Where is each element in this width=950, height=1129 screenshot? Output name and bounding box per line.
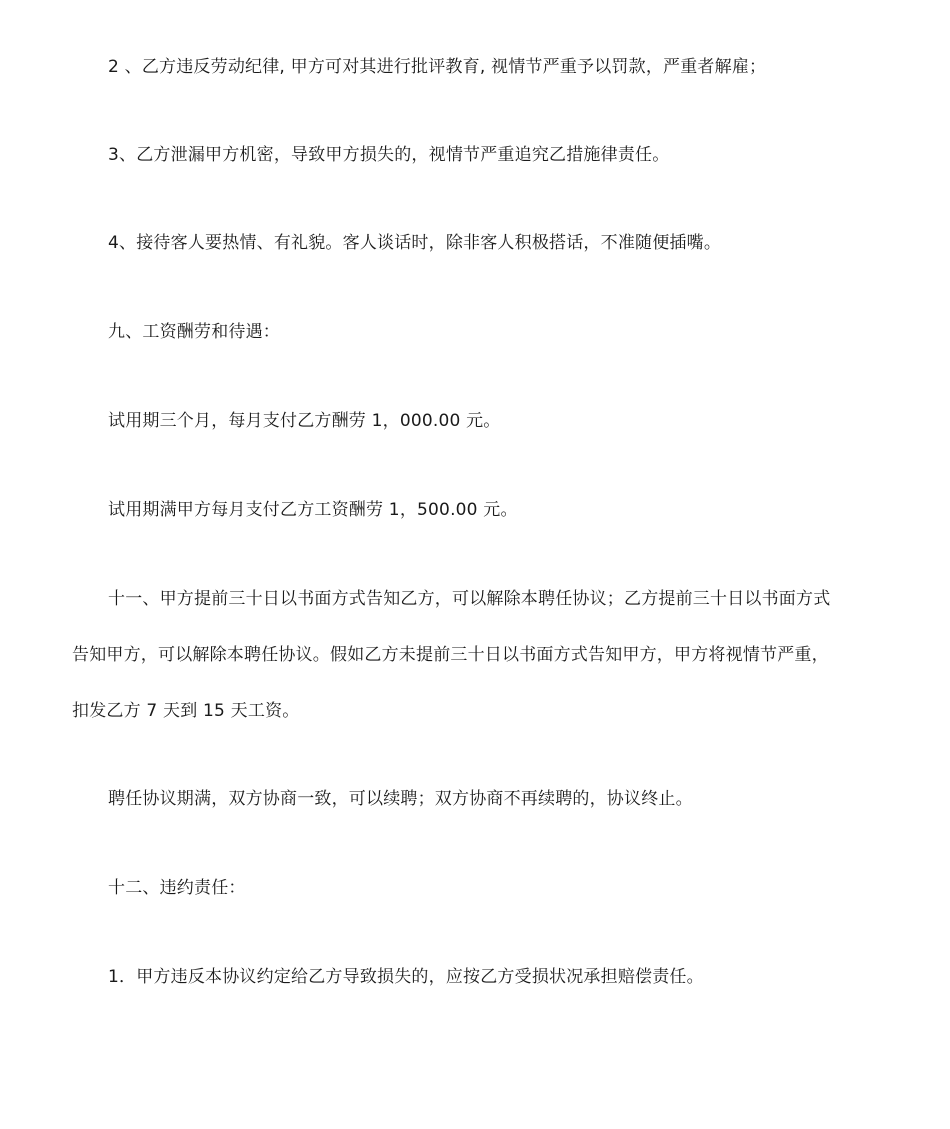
section-heading-salary: 九、工资酬劳和待遇： bbox=[108, 322, 280, 342]
section-11-line-1: 十一、甲方提前三十日以书面方式告知乙方，可以解除本聘任协议；乙方提前三十日以书面方式 bbox=[108, 589, 831, 609]
clause-4-reception: 4、接待客人要热情、有礼貌。客人谈话时，除非客人积极搭话，不准随便插嘴。 bbox=[108, 233, 722, 253]
section-11-line-3: 扣发乙方 7 天到 15 天工资。 bbox=[72, 701, 300, 721]
renewal-paragraph: 聘任协议期满，双方协商一致，可以续聘；双方协商不再续聘的，协议终止。 bbox=[108, 789, 693, 809]
clause-3-confidentiality: 3、乙方泄漏甲方机密，导致甲方损失的，视情节严重追究乙措施律责任。 bbox=[108, 145, 670, 165]
regular-salary-line: 试用期满甲方每月支付乙方工资酬劳 1，500.00 元。 bbox=[108, 500, 518, 520]
probation-salary-line: 试用期三个月，每月支付乙方酬劳 1，000.00 元。 bbox=[108, 411, 501, 431]
clause-2-labor-discipline: 2 、乙方违反劳动纪律, 甲方可对其进行批评教育, 视情节严重予以罚款，严重者解雇； bbox=[108, 57, 767, 77]
section-11-line-2: 告知甲方，可以解除本聘任协议。假如乙方未提前三十日以书面方式告知甲方，甲方将视情节严重， bbox=[72, 645, 829, 665]
breach-clause-1: 1．甲方违反本协议约定给乙方导致损失的，应按乙方受损状况承担赔偿责任。 bbox=[108, 967, 704, 987]
section-heading-breach: 十二、违约责任： bbox=[108, 878, 246, 898]
